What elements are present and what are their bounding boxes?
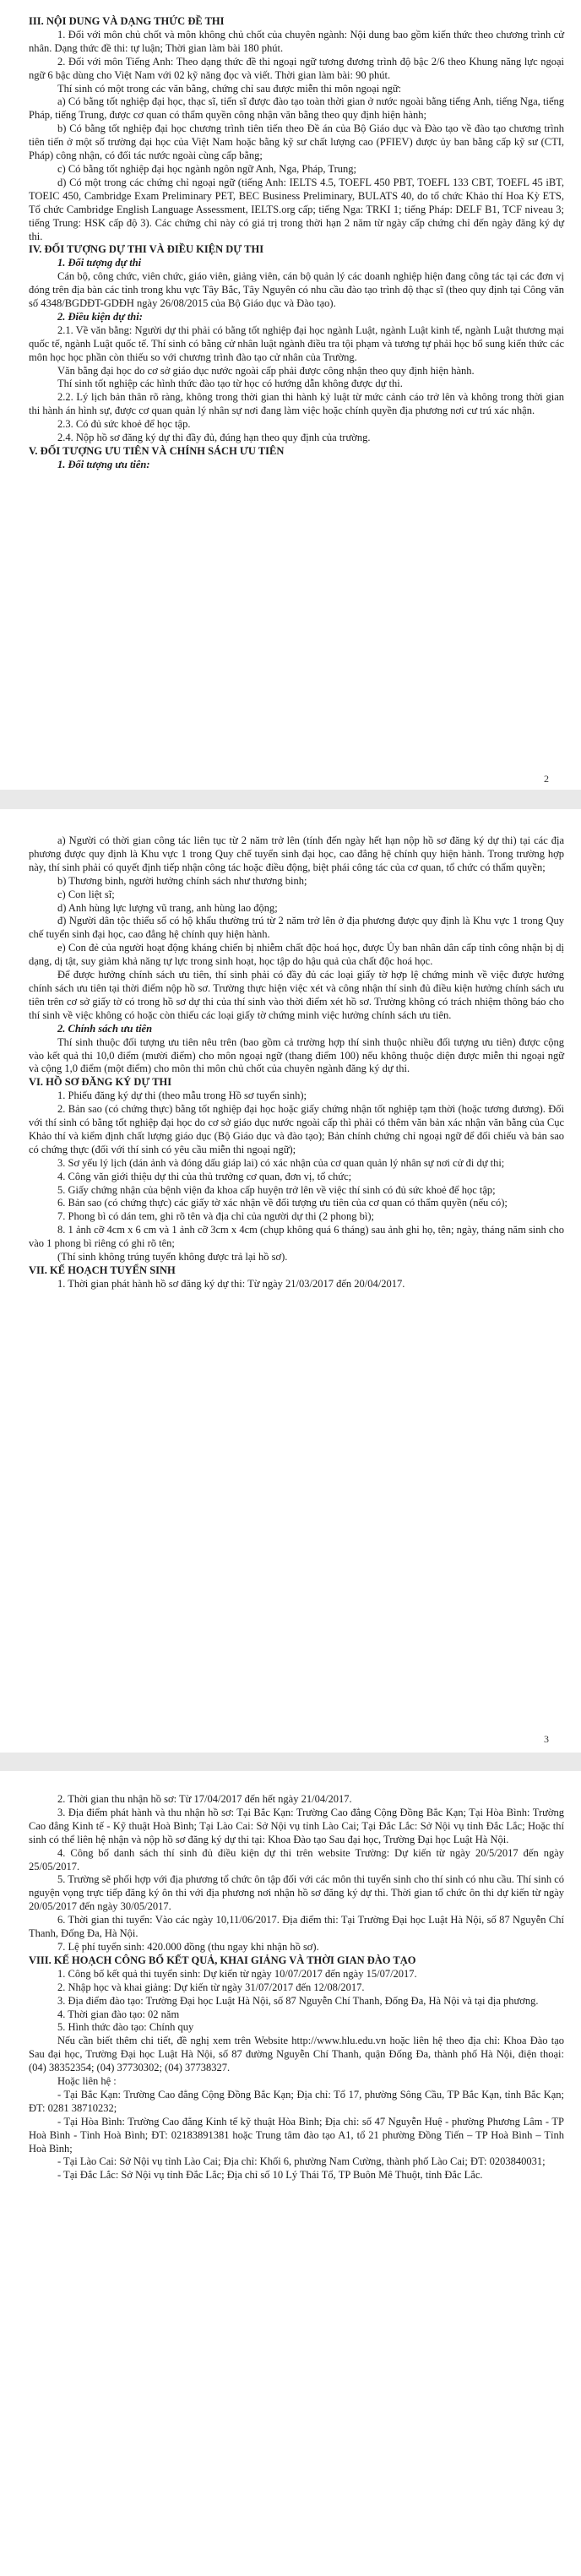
paragraph: - Tại Hòa Bình: Trường Cao đẳng Kinh tế kỹ thuật Hòa Bình; Địa chỉ: số 47 Nguyễn Huệ - phường Phương Lâm - TP Hoà Bình - Tỉnh Hoà Bình; ĐT: 02183891381 hoặc Trung tâm đào tạo A1, tổ 21 phường Đồng Tiến – TP Hoà Bình – Tỉnh Hoà Bình;: [29, 2115, 564, 2155]
paragraph: d) Có một trong các chứng chỉ ngoại ngữ (tiếng Anh: IELTS 4.5, TOEFL 450 PBT, TOEFL 133 CBT, TOEFL 45 iBT, TOEIC 450, Cambridge Exam Preliminary PET, BEC Business Preliminary, BULATS 40, do tổ chức Khảo thí Hoa Kỳ ETS, Tổ chức Cambridge English Language Assessment, IELTS.org cấp; tiếng Nga: TRKI 1; tiếng Pháp: DELF B1, TCF niveau 3; tiếng Trung: HSK cấp độ 3). Các chứng chỉ này có giá trị trong thời hạn 2 năm từ ngày cấp chứng chỉ đến ngày đăng ký dự thi.: [29, 176, 564, 242]
paragraph: 5. Hình thức đào tạo: Chính quy: [57, 2021, 194, 2034]
paragraph: 2. Nhập học và khai giảng: Dự kiến từ ngày 31/07/2017 đến 12/08/2017.: [57, 1981, 365, 1993]
paragraph: 2. Thời gian thu nhận hồ sơ: Từ 17/04/2017 đến hết ngày 21/04/2017.: [57, 1793, 352, 1805]
paragraph: 2.2. Lý lịch bản thân rõ ràng, không trong thời gian thi hành kỷ luật từ mức cảnh cáo trở lên và không trong thời gian thi hành án hình sự, được cơ quan quản lý nhân sự nơi đang làm việc hoặc chính quyền địa phương nơi cư trú xác nhận.: [29, 391, 564, 417]
section-heading: 2. Chính sách ưu tiên: [57, 1022, 153, 1035]
paragraph: 6. Thời gian thi tuyển: Vào các ngày 10,11/06/2017. Địa điểm thi: Tại Trường Đại học Luật Hà Nội, số 87 Nguyễn Chí Thanh, Đống Đa, Hà Nội.: [29, 1914, 564, 1940]
paragraph: 6. Bản sao (có chứng thực) các giấy tờ xác nhận về đối tượng ưu tiên của cơ quan có thẩm quyền (nếu có);: [57, 1197, 508, 1209]
paragraph: a) Người có thời gian công tác liên tục từ 2 năm trở lên (tính đến ngày hết hạn nộp hồ sơ đăng ký dự thi) tại các địa phương được quy định là Khu vực 1 trong Quy chế tuyển sinh đại học, cao đẳng hệ chính quy hiện hành. Trong trường hợp này, thí sinh phải có quyết định tiếp nhận công tác hoặc điều động, biệt phái công tác của cơ quan, tổ chức có thẩm quyền;: [29, 834, 564, 873]
section-heading: V. ĐỐI TƯỢNG ƯU TIÊN VÀ CHÍNH SÁCH ƯU TIÊN: [29, 445, 285, 457]
page-number: 3: [544, 1733, 549, 1745]
paragraph: (Thí sinh không trúng tuyển không được trả lại hồ sơ).: [57, 1251, 288, 1264]
paragraph: Thí sinh tốt nghiệp các hình thức đào tạo từ học có hướng dẫn không được dự thi.: [57, 378, 403, 390]
paragraph: 7. Phong bì có dán tem, ghi rõ tên và địa chỉ của người dự thi (2 phong bì);: [57, 1210, 374, 1223]
paragraph: 1. Công bố kết quả thi tuyển sinh: Dự kiến từ ngày 10/07/2017 đến ngày 15/07/2017.: [57, 1967, 417, 1980]
page-3-content: [29, 1793, 564, 2182]
paragraph: 4. Thời gian đào tạo: 02 năm: [57, 2008, 180, 2020]
paragraph: 8. 1 ảnh cỡ 4cm x 6 cm và 1 ảnh cỡ 3cm x 4cm (chụp không quá 6 tháng) sau ảnh ghi họ, tên; ngày, tháng năm sinh cho vào 1 phong bì riêng có ghi rõ tên;: [29, 1224, 564, 1250]
paragraph: b) Có bằng tốt nghiệp đại học chương trình tiên tiến theo Đề án của Bộ Giáo dục và Đào tạo về đào tạo chương trình tiên tiến ở một số trường đại học của Việt Nam hoặc bằng kỹ sư chất lượng cao (PFIEV) được ủy ban bằng cấp kỹ sư (CTI, Pháp) công nhận, có đối tác nước ngoài cùng cấp bằng;: [29, 122, 564, 162]
paragraph: Thí sinh thuộc đối tượng ưu tiên nêu trên (bao gồm cả trường hợp thí sinh thuộc nhiều đối tượng ưu tiên) được cộng vào kết quả thi 10,0 điểm (mười điểm) cho môn ngoại ngữ (thang điểm 100) nếu không thuộc diện được miễn thi ngoại ngữ và cộng 1,0 điểm (một điểm) cho môn thi môn chủ chốt của chuyên ngành đăng ký dự thi.: [29, 1035, 564, 1075]
paragraph: 3. Địa điểm phát hành và thu nhận hồ sơ: Tại Bắc Kạn: Trường Cao đẳng Cộng Đồng Bắc Kạn; Tại Hòa Bình: Trường Cao đẳng Kinh tế - Kỹ thuật Hoà Bình; Tại Lào Cai: Sở Nội vụ tỉnh Lào Cai; Tại Đắc Lắc: Sở Nội vụ tỉnh Đắc Lắc; Hoặc thí sinh có thể liên hệ nhận và nộp hồ sơ đăng ký dự thi tại: Khoa Đào tạo Sau đại học, Trường Đại học Luật Hà Nội.: [29, 1806, 564, 1845]
paragraph: Hoặc liên hệ :: [57, 2075, 117, 2088]
paragraph: 5. Giấy chứng nhận của bệnh viện đa khoa cấp huyện trở lên về việc thí sinh có đủ sức khoẻ để học tập;: [57, 1183, 496, 1196]
section-heading: VI. HỒ SƠ ĐĂNG KÝ DỰ THI: [29, 1076, 172, 1089]
document-page-3: [0, 1771, 581, 2576]
document-page-2: [0, 809, 581, 1753]
paragraph: Thí sinh có một trong các văn bằng, chứng chỉ sau được miễn thi môn ngoại ngữ:: [57, 82, 402, 95]
paragraph: 2.3. Có đủ sức khoẻ để học tập.: [57, 418, 191, 431]
paragraph: - Tại Lào Cai: Sở Nội vụ tỉnh Lào Cai; Địa chỉ: Khối 6, phường Nam Cường, thành phố Lào Cai; ĐT: 0203840031;: [57, 2155, 546, 2168]
paragraph: e) Con đẻ của người hoạt động kháng chiến bị nhiễm chất độc hoá học, được Ủy ban nhân dân cấp tỉnh công nhận bị dị dạng, dị tật, suy giảm khả năng tự lực trong sinh hoạt, học tập do hậu quả của chất độc hoá học.: [29, 942, 564, 968]
section-heading: 1. Đối tượng ưu tiên:: [57, 458, 150, 470]
page-number: 2: [544, 773, 549, 785]
section-heading: IV. ĐỐI TƯỢNG DỰ THI VÀ ĐIỀU KIỆN DỰ THI: [29, 243, 264, 256]
paragraph: d) Anh hùng lực lượng vũ trang, anh hùng lao động;: [57, 901, 278, 914]
paragraph: b) Thương binh, người hưởng chính sách như thương binh;: [57, 874, 307, 887]
document-page-1: [0, 0, 581, 790]
page-1-content: [29, 15, 564, 472]
paragraph: 7. Lệ phí tuyển sinh: 420.000 đồng (thu ngay khi nhận hồ sơ).: [57, 1940, 319, 1953]
section-heading: III. NỘI DUNG VÀ DẠNG THỨC ĐỀ THI: [29, 15, 225, 27]
section-heading: VIII. KẾ HOẠCH CÔNG BỐ KẾT QUẢ, KHAI GIẢNG VÀ THỜI GIAN ĐÀO TẠO: [29, 1954, 416, 1966]
paragraph: đ) Người dân tộc thiểu số có hộ khẩu thường trú từ 2 năm trở lên ở địa phương được quy định là Khu vực 1 trong Quy chế tuyển sinh đại học, cao đẳng hệ chính quy hiện hành.: [29, 915, 564, 941]
paragraph: - Tại Đắc Lắc: Sở Nội vụ tỉnh Đắc Lắc; Địa chỉ số 10 Lý Thái Tổ, TP Buôn Mê Thuột, tỉnh Đắc Lắc.: [57, 2169, 483, 2182]
paragraph: Cán bộ, công chức, viên chức, giáo viên, giảng viên, cán bộ quản lý các doanh nghiệp hiện đang công tác tại các đơn vị đóng trên địa bàn các tỉnh trong khu vực Tây Bắc, Tây Nguyên có nhu cầu đào tạo trình độ thạc sĩ (theo quy định tại Công văn số 4348/BGDĐT-GDĐH ngày 26/08/2015 của Bộ Giáo dục và Đào tạo).: [29, 270, 564, 310]
paragraph: 4. Công bố danh sách thí sinh đủ điều kiện dự thi trên website Trường: Dự kiến từ ngày 20/5/2017 đến ngày 25/05/2017.: [29, 1846, 564, 1872]
paragraph: 2.1. Về văn bằng: Người dự thi phải có bằng tốt nghiệp đại học ngành Luật, ngành Luật kinh tế, ngành Luật thương mại quốc tế, ngành Luật quốc tế. Thí sinh có bằng cử nhân luật ngành điều tra tội phạm và tương tự phải học bổ sung kiến thức các môn học học phần còn thiếu so với chương trình đào tạo cử nhân của Trường.: [29, 323, 564, 363]
paragraph: 2. Đối với môn Tiếng Anh: Theo dạng thức đề thi ngoại ngữ tương đương trình độ bậc 2/6 theo Khung năng lực ngoại ngữ 6 bậc dùng cho Việt Nam với 02 kỹ năng đọc và viết. Thời gian làm bài: 90 phút.: [29, 55, 564, 81]
paragraph: 2.4. Nộp hồ sơ đăng ký dự thi đầy đủ, đúng hạn theo quy định của trường.: [57, 432, 371, 444]
paragraph: 2. Bản sao (có chứng thực) bằng tốt nghiệp đại học hoặc giấy chứng nhận tốt nghiệp tạm thời (hoặc tương đương). Đối với thí sinh có bằng tốt nghiệp đại học do cơ sở giáo dục nước ngoài cấp thì phải có thêm văn bản xác nhận văn bằng của Cục Khảo thí và kiểm định chất lượng giáo dục (Bộ Giáo dục và đào tạo); Bản chính chứng chỉ ngoại ngữ để đối chiếu và bản sao có chứng thực (đối với thí sinh có yêu cầu miễn thi ngoại ngữ);: [29, 1103, 564, 1155]
paragraph: Nếu cần biết thêm chi tiết, đề nghị xem trên Website http://www.hlu.edu.vn hoặc liên hệ theo địa chỉ: Khoa Đào tạo Sau đại học, Trường Đại học Luật Hà Nội, số 87 đường Nguyễn Chí Thanh, quận Đống Đa, thành phố Hà Nội, điện thoại: (04) 38352354; (04) 37730302; (04) 37738327.: [29, 2035, 564, 2074]
paragraph: 4. Công văn giới thiệu dự thi của thủ trưởng cơ quan, đơn vị, tổ chức;: [57, 1170, 352, 1182]
section-heading: 1. Đối tượng dự thi: [57, 257, 142, 269]
paragraph: 3. Sơ yếu lý lịch (dán ảnh và đóng dấu giáp lai) có xác nhận của cơ quan quản lý nhân sự nơi cử đi dự thi;: [57, 1156, 505, 1169]
paragraph: 3. Địa điểm đào tạo: Trường Đại học Luật Hà Nội, số 87 Nguyễn Chí Thanh, Đống Đa, Hà Nội và tại địa phương.: [57, 1994, 539, 2007]
paragraph: 1. Phiếu đăng ký dự thi (theo mẫu trong Hồ sơ tuyển sinh);: [57, 1090, 307, 1102]
paragraph: c) Có bằng tốt nghiệp đại học ngành ngôn ngữ Anh, Nga, Pháp, Trung;: [57, 162, 356, 175]
paragraph: 1. Thời gian phát hành hồ sơ đăng ký dự thi: Từ ngày 21/03/2017 đến 20/04/2017.: [57, 1277, 405, 1290]
paragraph: c) Con liệt sĩ;: [57, 888, 115, 900]
paragraph: Văn bằng đại học do cơ sở giáo dục nước ngoài cấp phải được công nhận theo quy định hiện hành.: [57, 364, 475, 377]
section-heading: VII. KẾ HOẠCH TUYỂN SINH: [29, 1264, 176, 1276]
section-heading: 2. Điều kiện dự thi:: [57, 310, 143, 323]
paragraph: Để được hưởng chính sách ưu tiên, thí sinh phải có đầy đủ các loại giấy tờ hợp lệ chứng minh về việc được hưởng chính sách ưu tiên tại thời điểm nộp hồ sơ. Trường thực hiện việc xét và công nhận thí sinh đủ điều kiện hưởng chính sách ưu tiên trên cơ sở giấy tờ có trong hồ sơ dự thi của thí sinh vào thời điểm xét hồ sơ. Trường không có trách nhiệm thông báo cho thí sinh về việc không có hoặc còn thiếu các loại giấy tờ chứng minh việc hưởng chính sách ưu tiên.: [29, 969, 564, 1021]
paragraph: a) Có bằng tốt nghiệp đại học, thạc sĩ, tiến sĩ được đào tạo toàn thời gian ở nước ngoài bằng tiếng Anh, tiếng Nga, tiếng Pháp, tiếng Trung, được cơ quan có thẩm quyền công nhận văn bằng theo quy định hiện hành;: [29, 95, 564, 122]
paragraph: - Tại Bắc Kạn: Trường Cao đẳng Cộng Đồng Bắc Kạn; Địa chỉ: Tổ 17, phường Sông Cầu, TP Bắc Kạn, tỉnh Bắc Kạn; ĐT: 0281 38710232;: [29, 2088, 564, 2114]
paragraph: 1. Đối với môn chủ chốt và môn không chủ chốt của chuyên ngành: Nội dung bao gồm kiến thức theo chương trình cử nhân. Dạng thức đề thi: tự luận; Thời gian làm bài 180 phút.: [29, 28, 564, 54]
page-2-content: [29, 834, 564, 1291]
paragraph: 5. Trường sẽ phối hợp với địa phương tổ chức ôn tập đối với các môn thi tuyển sinh cho thí sinh có nhu cầu. Thí sinh có nguyện vọng trực tiếp đăng ký ôn thi với địa phương nơi nhận hồ sơ đăng ký dự thi. Thời gian tổ chức ôn thi dự kiến từ ngày 20/05/2017 đến ngày 30/05/2017.: [29, 1873, 564, 1913]
